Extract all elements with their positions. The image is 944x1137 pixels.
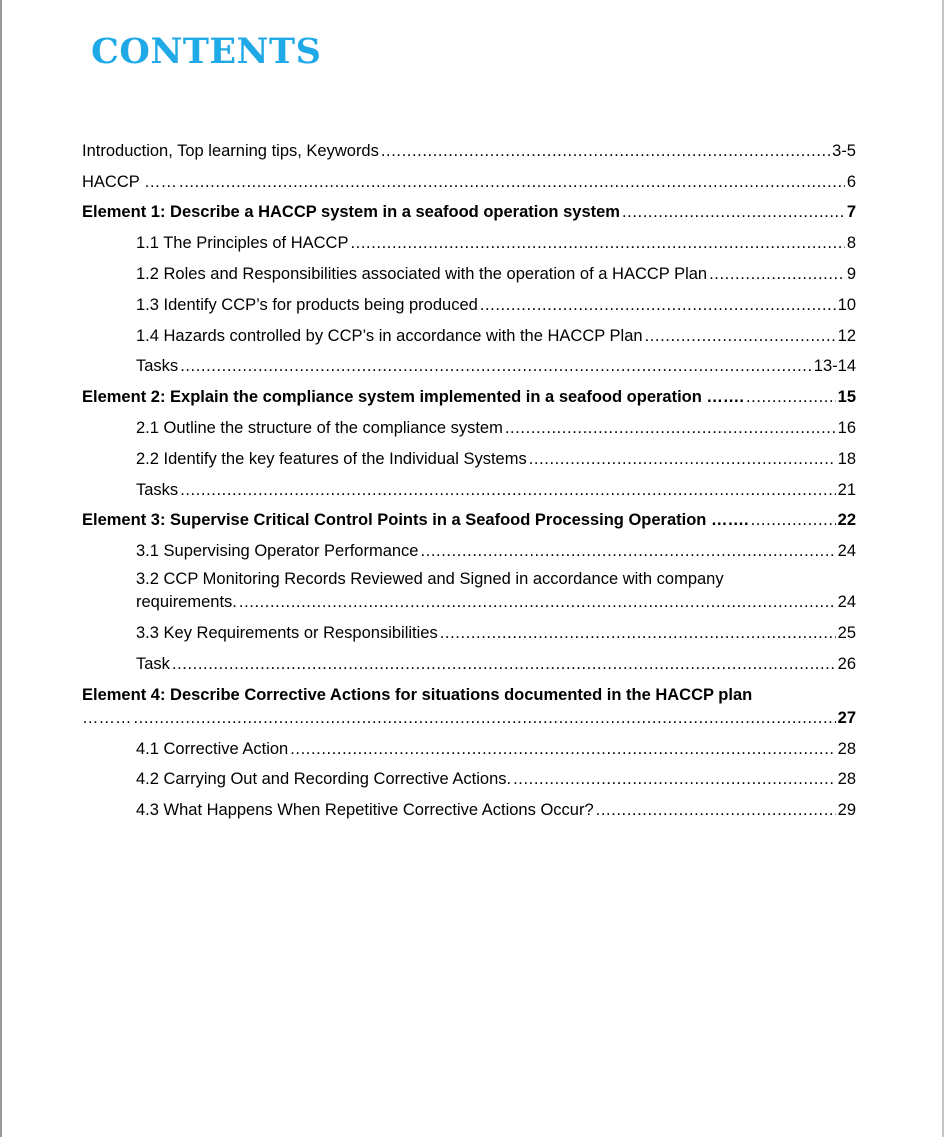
toc-page-number: 24	[837, 592, 856, 611]
toc-entry-label: Element 1: Describe a HACCP system in a seafood operation system	[82, 203, 620, 222]
toc-entry-label: 4.2 Carrying Out and Recording Corrective Actions.	[136, 770, 512, 789]
toc-entry-label: 2.1 Outline the structure of the compliance system	[136, 418, 503, 437]
toc-entry-1-2[interactable]	[82, 256, 856, 287]
toc-page-number: 8	[846, 234, 856, 253]
toc-page-number: 24	[837, 542, 856, 561]
toc-entry-label: 3.3 Key Requirements or Responsibilities	[136, 623, 438, 642]
toc-entry-element-2[interactable]	[82, 379, 856, 410]
toc-entry-task-element-3[interactable]	[82, 646, 856, 677]
toc-page-number: 7	[846, 203, 856, 222]
dot-leader	[480, 296, 836, 318]
dot-leader	[290, 740, 835, 762]
page-border-left	[0, 0, 2, 1137]
dot-leader	[420, 542, 835, 564]
toc-entry-first-line	[82, 677, 856, 708]
toc-entry-4-2[interactable]	[82, 762, 856, 793]
dot-leader	[529, 450, 836, 472]
spacer	[82, 731, 856, 738]
toc-entry-label: 1.1 The Principles of HACCP	[136, 234, 349, 253]
dot-leader	[350, 234, 844, 256]
toc-entry-element-3[interactable]	[82, 503, 856, 534]
dot-leader	[746, 388, 836, 410]
toc-entry-label: HACCP ……	[82, 172, 178, 191]
toc-page-number: 25	[837, 623, 856, 642]
toc-entry-element-1[interactable]	[82, 195, 856, 226]
toc-page-number: 12	[837, 326, 856, 345]
toc-page-number: 21	[837, 480, 856, 499]
toc-entry-1-3[interactable]	[82, 287, 856, 318]
toc-entry-label: Task	[136, 654, 170, 673]
toc-entry-label-line2: requirements.	[136, 592, 237, 611]
toc-entry-label: 3.1 Supervising Operator Performance	[136, 542, 419, 561]
toc-entry-label: Element 2: Explain the compliance system implemented in a seafood operation …….	[82, 388, 744, 407]
dot-leader	[622, 203, 845, 225]
dot-leader	[134, 709, 836, 731]
toc-entry-label-line1: 3.2 CCP Monitoring Records Reviewed and Signed in accordance with company	[136, 569, 724, 588]
toc-page-number: 22	[837, 511, 856, 530]
toc-entry-1-4[interactable]	[82, 318, 856, 349]
toc-page-number: 28	[837, 770, 856, 789]
dot-leader	[180, 481, 835, 503]
toc-entry-label: 1.4 Hazards controlled by CCP’s in accordance with the HACCP Plan	[136, 326, 643, 345]
toc-entry-first-line	[136, 564, 856, 592]
toc-page-number: 9	[846, 264, 856, 283]
spacer	[82, 615, 856, 622]
toc-entry-3-3[interactable]	[82, 622, 856, 646]
dot-leader	[596, 801, 836, 823]
toc-page-number: 3-5	[832, 141, 856, 160]
toc-page-number: 18	[837, 449, 856, 468]
table-of-contents	[82, 133, 856, 823]
dot-leader	[709, 265, 845, 287]
toc-entry-label: Tasks	[136, 480, 179, 499]
toc-page-number: 28	[837, 739, 856, 758]
toc-entry-label: 4.3 What Happens When Repetitive Corrective Actions Occur?	[136, 801, 594, 820]
dot-leader	[440, 624, 836, 646]
toc-entry-2-1[interactable]	[82, 410, 856, 441]
toc-entry-second-line	[136, 592, 856, 615]
toc-entry-label-line2: ………	[82, 708, 132, 727]
toc-entry-3-2[interactable]	[82, 564, 856, 615]
toc-entry-label: 4.1 Corrective Action	[136, 739, 289, 758]
dot-leader	[239, 593, 836, 615]
toc-page-number: 6	[846, 172, 856, 191]
toc-entry-label: 1.2 Roles and Responsibilities associated with the operation of a HACCP Plan	[136, 264, 708, 283]
toc-entry-label: Element 3: Supervise Critical Control Points in a Seafood Processing Operation …….	[82, 511, 749, 530]
toc-page-number: 10	[837, 295, 856, 314]
dot-leader	[180, 357, 812, 379]
toc-page-number: 16	[837, 418, 856, 437]
toc-entry-element-4[interactable]	[82, 677, 856, 731]
dot-leader	[172, 655, 836, 677]
toc-entry-haccp[interactable]	[82, 164, 856, 195]
toc-entry-label-line1: Element 4: Describe Corrective Actions for situations documented in the HACCP plan	[82, 685, 753, 704]
toc-entry-label: 2.2 Identify the key features of the Individual Systems	[136, 449, 527, 468]
toc-page-number: 29	[837, 801, 856, 820]
toc-entry-introduction[interactable]	[82, 133, 856, 164]
dot-leader	[751, 511, 836, 533]
toc-entry-1-1[interactable]	[82, 225, 856, 256]
toc-entry-2-2[interactable]	[82, 441, 856, 472]
toc-page-number: 15	[837, 388, 856, 407]
toc-entry-label: Introduction, Top learning tips, Keywords	[82, 141, 379, 160]
toc-entry-3-1[interactable]	[82, 533, 856, 564]
toc-entry-label: Tasks	[136, 357, 179, 376]
dot-leader	[381, 142, 830, 164]
toc-entry-tasks-element-2[interactable]	[82, 472, 856, 503]
page-title: CONTENTS	[91, 31, 322, 72]
dot-leader	[505, 419, 836, 441]
dot-leader	[645, 327, 836, 349]
dot-leader	[179, 173, 845, 195]
toc-entry-4-1[interactable]	[82, 738, 856, 762]
toc-page-number: 26	[837, 654, 856, 673]
toc-entry-label: 1.3 Identify CCP’s for products being produced	[136, 295, 478, 314]
toc-entry-second-line	[82, 708, 856, 731]
toc-entry-4-3[interactable]	[82, 792, 856, 823]
toc-entry-tasks-element-1[interactable]	[82, 349, 856, 380]
dot-leader	[513, 770, 836, 792]
toc-page-number: 27	[837, 708, 856, 727]
toc-page-number: 13-14	[813, 357, 856, 376]
